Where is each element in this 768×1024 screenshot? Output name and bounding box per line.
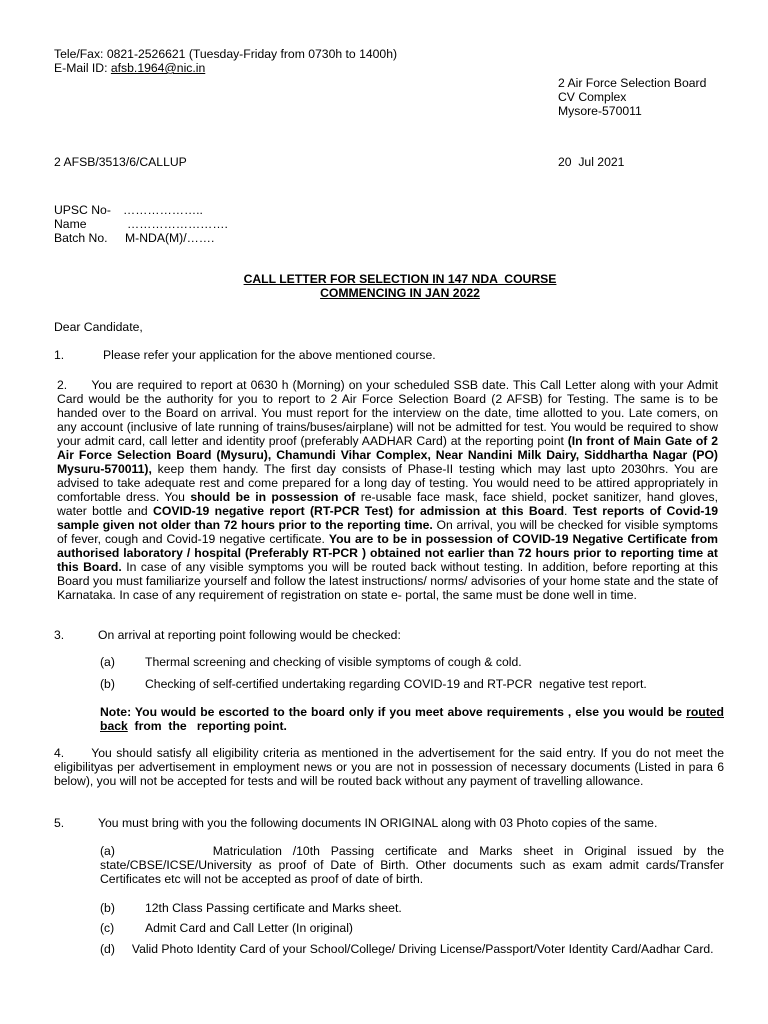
para-5d-text: Valid Photo Identity Card of your School/College/ Driving License/Passport/Voter Identity Card/Aadhar Card. [131,942,714,956]
upsc-no-label: UPSC No- [54,203,111,217]
upsc-no-value: ……………….. [123,203,203,217]
address-line-3: Mysore-570011 [558,104,642,118]
reference-number: 2 AFSB/3513/6/CALLUP [54,155,187,169]
para-2-bold-5: You are to be in possession of COVID-19 Negative Certificate from authorised laboratory / hospital (Preferably RT-PCR ) obtained not earlier than 72 hours prior to reporting time at this Board. [57,532,719,574]
para-2-bold-2: should be in possession of [190,490,356,504]
tele-fax-line: Tele/Fax: 0821-2526621 (Tuesday-Friday from 0730h to 1400h) [54,47,398,61]
name-value: ……………………. [127,217,228,231]
para-2-bold-1: (In front of Main Gate of 2 Air Force Selection Board (Mysuru), Chamundi Vihar Complex, Near Nandini Milk Dairy, Siddhartha Nagar (PO) Mysuru-570011), [57,434,718,476]
note-text-end: from the reporting point. [127,719,287,733]
email-line [54,61,205,75]
letter-title-line-2: COMMENCING IN JAN 2022 [320,286,480,300]
note-text: Note: You would be escorted to the board only if you meet above requirements , else you would be [100,705,687,719]
note [100,705,724,733]
para-4-text: You should satisfy all eligibility criteria as mentioned in the advertisement for the said entry. If you do not meet the eligibilityas per advertisement in employment news or you are not in possession of necessary documents (Listed in para 6 below), you will not be accepted for tests and will be routed back without any payment of travelling allowance. [54,746,724,788]
name-label: Name [54,217,87,231]
batch-no-label: Batch No. [54,231,108,245]
para-5c-label: (c) [100,921,115,935]
para-2-text-5: On arrival, you will be checked for visible symptoms of fever, cough and Covid-19 negative certificate. [57,518,718,546]
email-link[interactable]: afsb.1964@nic.in [110,61,206,75]
para-5d [100,942,734,956]
para-2-text-4: . [564,504,573,518]
para-2-bold-4: Test reports of Covid-19 sample given not older than 72 hours prior to the reporting time. [57,504,718,532]
address-line-1: 2 Air Force Selection Board [558,76,707,90]
para-2-text-3: re-usable face mask, face shield, pocket sanitizer, hand gloves, water bottle and [57,490,718,518]
letter-date: 20 Jul 2021 [558,155,625,169]
para-1-number: 1. [54,348,65,362]
para-5a-text: Matriculation /10th Passing certificate and Marks sheet in Original issued by the state/CBSE/ICSE/University as proof of Date of Birth. Other documents such as exam admit cards/Transfer Certificates etc will not be accepted as proof of date of birth. [100,844,724,886]
para-2-bold-3: COVID-19 negative report (RT-PCR Test) for admission at this Board [153,504,565,518]
para-3a-label: (a) [100,655,115,669]
para-3-text: On arrival at reporting point following would be checked: [98,628,401,642]
batch-no-value: M-NDA(M)/……. [125,231,215,245]
para-5a [100,844,724,886]
para-5d-label: (d) [100,942,115,956]
para-5a-label: (a) [100,844,115,858]
para-2-number: 2. [57,378,68,392]
note-routed-back: routed back [100,705,724,733]
para-3a-text: Thermal screening and checking of visible symptoms of cough & cold. [145,655,522,669]
para-2-text-2: keep them handy. The first day consists of Phase-II testing which may last upto 2030hrs. You are advised to take adequate rest and come prepared for a long day of testing. You would need to be attired appropriately in comfortable dress. You [57,462,718,504]
para-2-text-6: In case of any visible symptoms you will be routed back without testing. In addition, before reporting at this Board you must familiarize yourself and follow the latest instructions/ norms/ advisories of your home state and the state of Karnataka. In case of any requirement of registration on state e- portal, the same must be done well in time. [57,560,718,602]
para-3b-label: (b) [100,677,115,691]
email-label: E-Mail ID: [54,61,108,75]
para-3-number: 3. [54,628,65,642]
address-line-2: CV Complex [558,90,627,104]
para-2-text-1: You are required to report at 0630 h (Morning) on your scheduled SSB date. This Call Letter along with your Admit Card would be the authority for you to report to 2 Air Force Selection Board (2 AFSB) for Testing. The same is to be handed over to the Board on arrival. You must report for the interview on the date, time allotted to you. Late comers, on any account (inclusive of late running of trains/buses/airplane) will not be admitted for test. You would be required to show your admit card, call letter and identity proof (preferably AADHAR Card) at the reporting point [57,378,718,448]
para-4-number: 4. [54,746,65,760]
para-5-text: You must bring with you the following documents IN ORIGINAL along with 03 Photo copies of the same. [98,816,658,830]
para-5c-text: Admit Card and Call Letter (In original) [145,921,353,935]
para-2 [57,378,718,602]
para-4 [54,746,724,788]
letter-title-line-1: CALL LETTER FOR SELECTION IN 147 NDA COURSE [243,272,557,286]
para-3b-text: Checking of self-certified undertaking regarding COVID-19 and RT-PCR negative test report. [145,677,647,691]
para-5b-label: (b) [100,901,115,915]
para-5b-text: 12th Class Passing certificate and Marks sheet. [145,901,402,915]
para-5-number: 5. [54,816,65,830]
salutation: Dear Candidate, [54,320,143,334]
para-1-text: Please refer your application for the above mentioned course. [103,348,436,362]
